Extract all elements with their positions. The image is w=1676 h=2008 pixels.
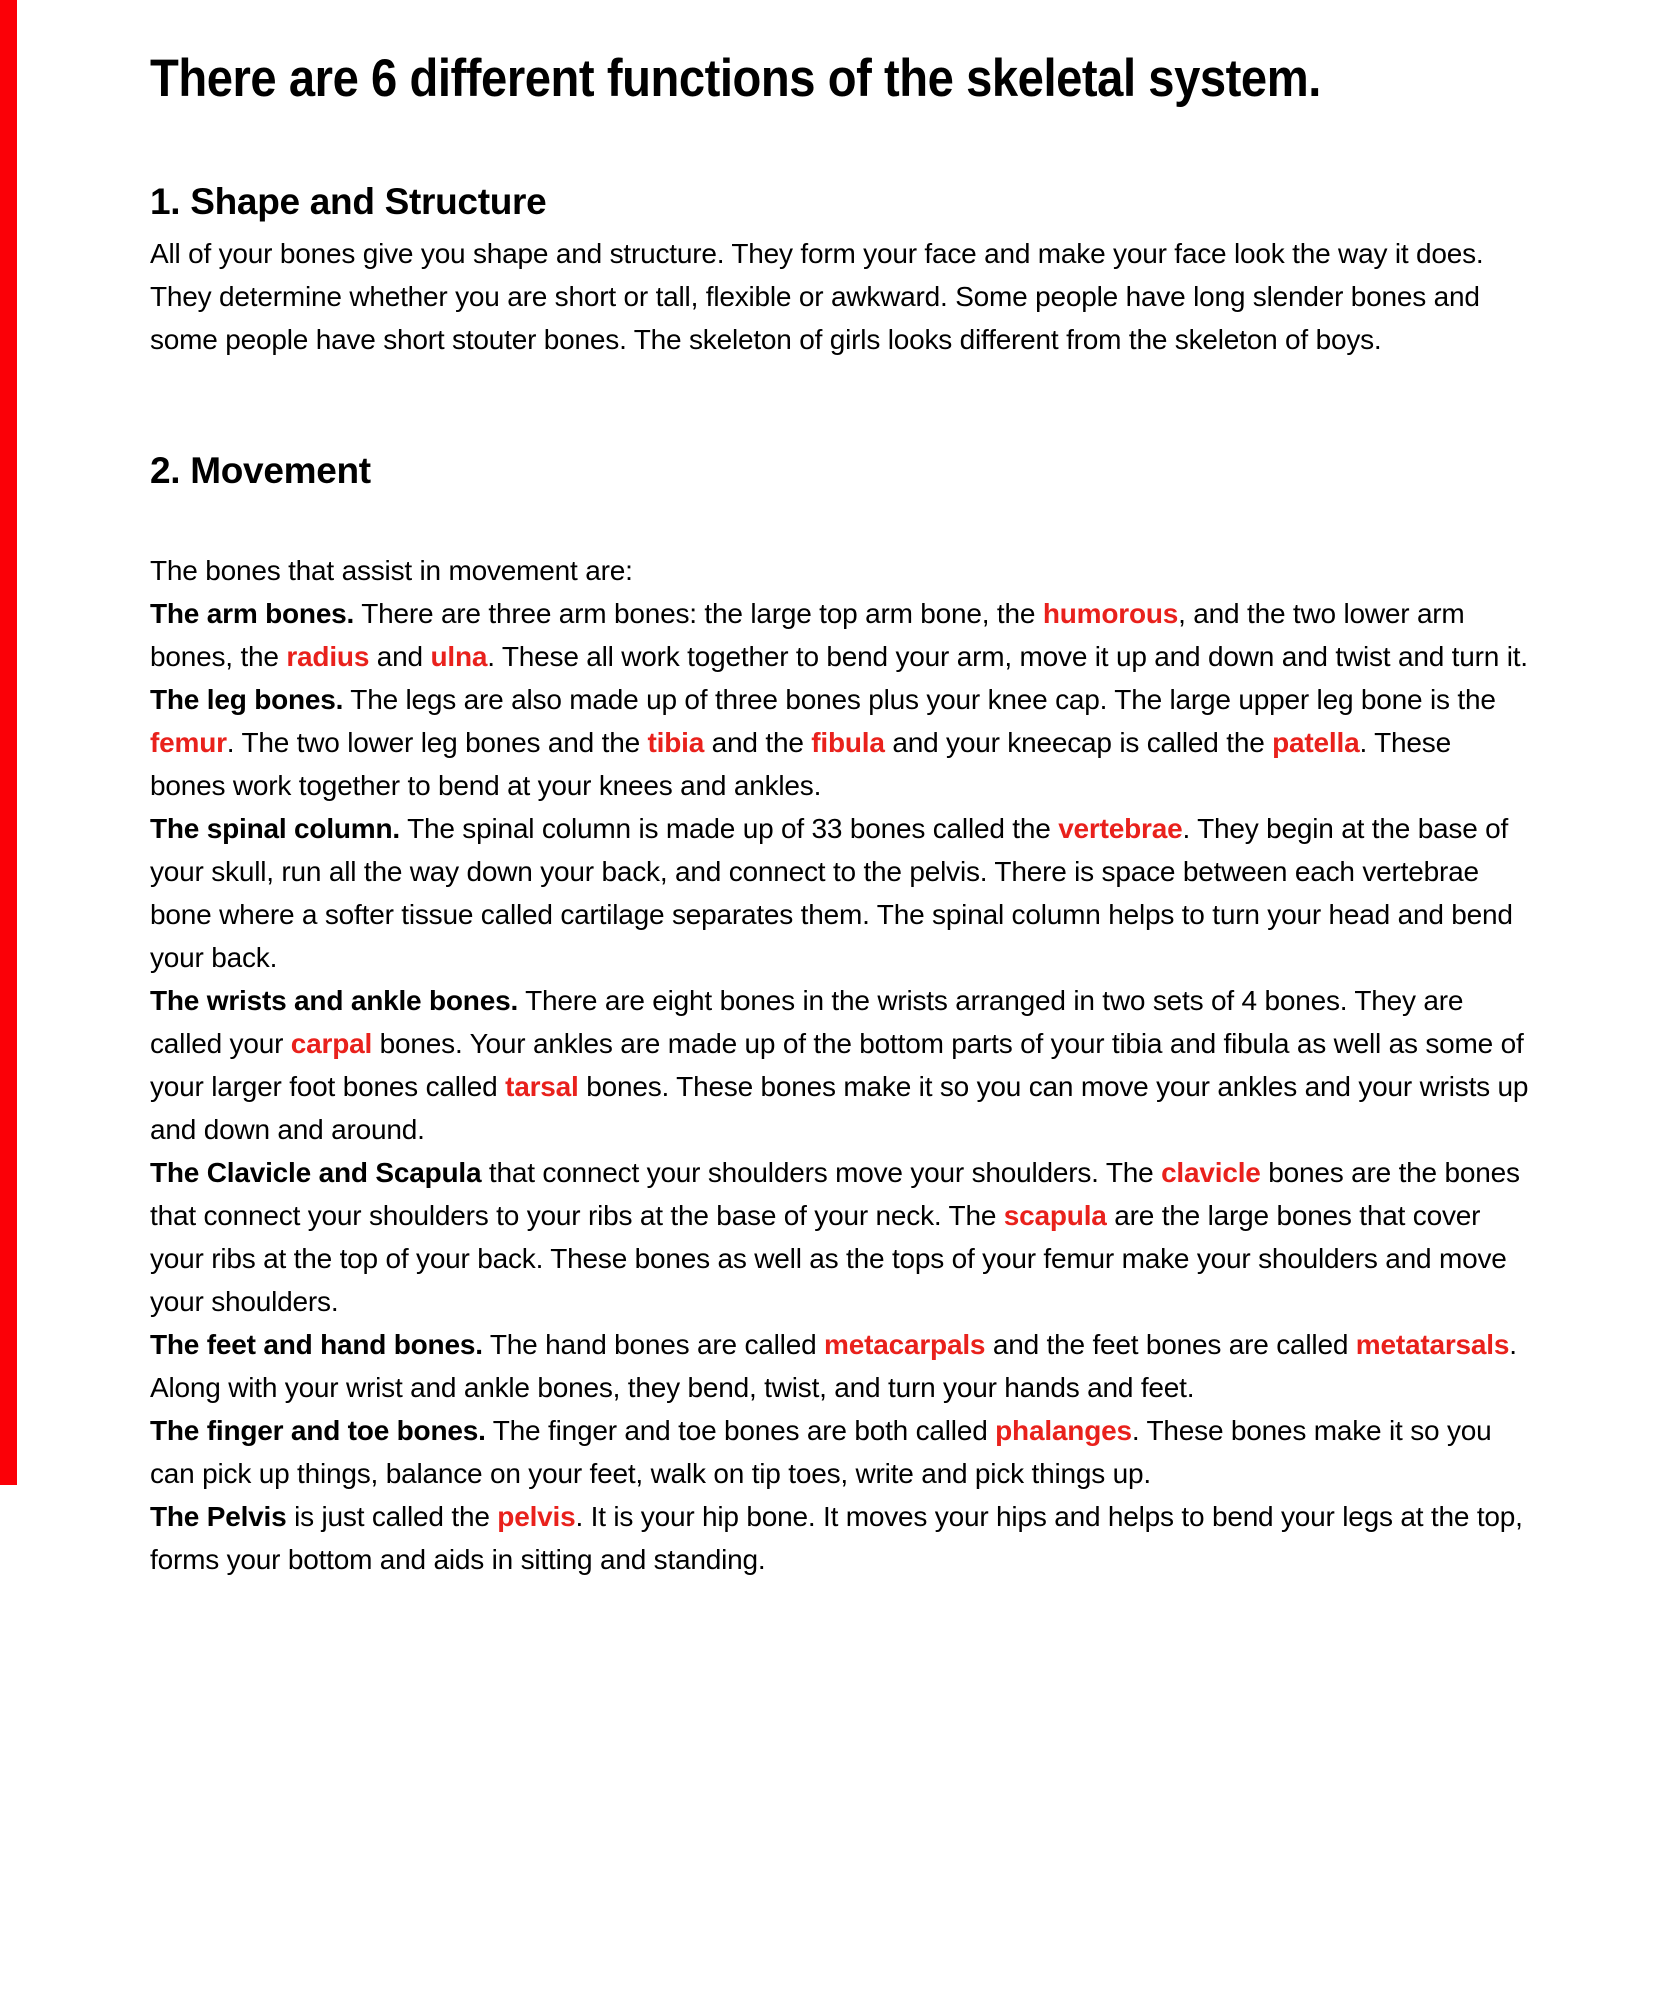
finger-toe-bones-paragraph: [150, 1409, 1530, 1495]
section-2-heading: 2. Movement: [150, 450, 371, 491]
bold-lead-in: The wrists and ankle bones.: [150, 985, 519, 1016]
body-text-run: . Along with your wrist and ankle bones, they bend, twist, and turn your hands and feet.: [150, 1329, 1517, 1403]
body-text-run: , and the two lower arm bones, the: [150, 598, 1465, 672]
red-term: fibula: [811, 727, 885, 758]
section-1-heading: 1. Shape and Structure: [150, 181, 547, 222]
bold-lead-in: The feet and hand bones.: [150, 1329, 483, 1360]
red-term: scapula: [1003, 1200, 1107, 1231]
body-text-run: and your kneecap is called the: [884, 727, 1273, 758]
section-2-body: [150, 549, 1530, 1581]
red-term: vertebrae: [1058, 813, 1183, 844]
section-1-body: [150, 232, 1530, 361]
bold-lead-in: The leg bones.: [150, 684, 344, 715]
shape-structure-paragraph: [150, 232, 1530, 361]
bold-lead-in: The arm bones.: [150, 598, 355, 629]
body-text-run: is just called the: [286, 1501, 498, 1532]
red-term: ulna: [430, 641, 488, 672]
red-term: carpal: [290, 1028, 373, 1059]
bold-lead-in: The Clavicle and Scapula: [150, 1157, 482, 1188]
red-term: metatarsals: [1355, 1329, 1510, 1360]
body-text-run: . These all work together to bend your arm, move it up and down and twist and turn it.: [487, 641, 1528, 672]
red-term: metacarpals: [824, 1329, 986, 1360]
body-text-run: bones. Your ankles are made up of the bottom parts of your tibia and fibula as well as some of your larger foot bones called: [150, 1028, 1524, 1102]
leg-bones-paragraph: [150, 678, 1530, 807]
document-title: There are 6 different functions of the skeletal system.: [150, 49, 1321, 108]
red-term: tibia: [647, 727, 705, 758]
pelvis-paragraph: [150, 1495, 1530, 1581]
bold-lead-in: The finger and toe bones.: [150, 1415, 486, 1446]
clavicle-scapula-paragraph: [150, 1151, 1530, 1323]
red-term: clavicle: [1161, 1157, 1261, 1188]
body-text-run: The bones that assist in movement are:: [150, 555, 633, 586]
bold-lead-in: The spinal column.: [150, 813, 400, 844]
body-text-run: and: [369, 641, 431, 672]
body-text-run: . It is your hip bone. It moves your hips and helps to bend your legs at the top, forms your bottom and aids in sitting and standing.: [150, 1501, 1523, 1575]
feet-hand-bones-paragraph: [150, 1323, 1530, 1409]
arm-bones-paragraph: [150, 592, 1530, 678]
bold-lead-in: The Pelvis: [150, 1501, 287, 1532]
body-text-run: and the feet bones are called: [985, 1329, 1356, 1360]
body-text-run: that connect your shoulders move your shoulders. The: [481, 1157, 1162, 1188]
wrists-ankle-bones-paragraph: [150, 979, 1530, 1151]
document-content: [150, 0, 1530, 1581]
red-term: pelvis: [497, 1501, 576, 1532]
body-text-run: There are eight bones in the wrists arranged in two sets of 4 bones. They are called your: [150, 985, 1464, 1059]
body-text-run: bones are the bones that connect your shoulders to your ribs at the base of your neck. The: [150, 1157, 1520, 1231]
body-text-run: The hand bones are called: [482, 1329, 825, 1360]
red-term: phalanges: [995, 1415, 1132, 1446]
body-text-run: The finger and toe bones are both called: [485, 1415, 996, 1446]
red-term: radius: [286, 641, 370, 672]
red-term: tarsal: [505, 1071, 579, 1102]
body-text-run: . These bones make it so you can pick up things, balance on your feet, walk on tip toes, write and pick things up.: [150, 1415, 1492, 1489]
body-text-run: . The two lower leg bones and the: [226, 727, 648, 758]
body-text-run: bones. These bones make it so you can move your ankles and your wrists up and down and around.: [150, 1071, 1529, 1145]
body-text-run: There are three arm bones: the large top arm bone, the: [354, 598, 1043, 629]
red-term: patella: [1272, 727, 1360, 758]
spinal-column-paragraph: [150, 807, 1530, 979]
red-term: humorous: [1042, 598, 1179, 629]
red-term: femur: [150, 727, 227, 758]
body-text-run: The spinal column is made up of 33 bones called the: [400, 813, 1059, 844]
body-text-run: The legs are also made up of three bones plus your knee cap. The large upper leg bone is the: [343, 684, 1496, 715]
body-text-run: are the large bones that cover your ribs at the top of your back. These bones as well as the tops of your femur make your shoulders and move your shoulders.: [150, 1200, 1507, 1317]
body-text-run: All of your bones give you shape and structure. They form your face and make your face look the way it does. They determine whether you are short or tall, flexible or awkward. Some people have long slender bones and some people have short stouter bones. The skeleton of girls looks different from the skeleton of boys.: [150, 238, 1484, 355]
body-text-run: and the: [704, 727, 812, 758]
body-text-run: . These bones work together to bend at your knees and ankles.: [150, 727, 1451, 801]
movement-intro-line: [150, 549, 1530, 592]
left-edge-red-bar: [0, 0, 17, 1485]
body-text-run: . They begin at the base of your skull, run all the way down your back, and connect to the pelvis. There is space between each vertebrae bone where a softer tissue called cartilage separates them. The spinal column helps to turn your head and bend your back.: [150, 813, 1513, 973]
